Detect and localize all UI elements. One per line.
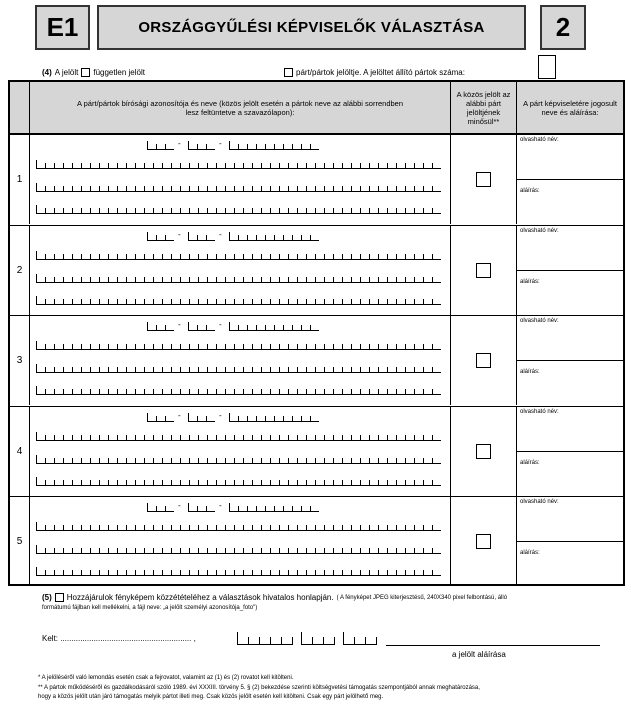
rep-signature-field[interactable]: aláírás: bbox=[520, 459, 540, 466]
common-candidate-cell bbox=[451, 135, 517, 224]
party-candidate-label: párt/pártok jelöltje. A jelöltet állító pártok száma: bbox=[296, 68, 465, 77]
representative-cell bbox=[517, 407, 623, 496]
rep-name-field[interactable]: olvasható név: bbox=[517, 407, 623, 452]
common-candidate-checkbox[interactable] bbox=[476, 263, 491, 278]
representative-cell bbox=[517, 497, 623, 586]
header-party: A párt/pártok bírósági azonosítója és neve (közös jelölt esetén a pártok neve az alábbi sorrendben lesz feltüntetve a szavazólapon): bbox=[30, 82, 451, 134]
row-number: 4 bbox=[10, 407, 30, 496]
section4-intro: A jelölt bbox=[54, 68, 79, 77]
section4-independent bbox=[42, 68, 145, 77]
rep-name-field[interactable]: olvasható név: bbox=[517, 316, 623, 361]
section4-number: (4) bbox=[42, 68, 52, 77]
id-separator: - bbox=[219, 139, 222, 148]
date-year-field[interactable] bbox=[237, 632, 293, 645]
common-candidate-cell bbox=[451, 497, 517, 586]
court-id-field-2[interactable] bbox=[188, 413, 215, 422]
header-representative: A párt képviseletére jogosult neve és aláírása: bbox=[517, 82, 623, 134]
photo-note-line1: ( A fényképet JPEG kiterjesztésű, 240X340 pixel felbontású, álló bbox=[336, 594, 508, 601]
footnote-3: hogy a közös jelölt után járó támogatás melyik pártot illeti meg. Csak közös jelölt esetén kell kitölteni. Csak egy párt jelölhető meg. bbox=[38, 694, 384, 700]
common-candidate-checkbox[interactable] bbox=[476, 534, 491, 549]
representative-cell bbox=[517, 226, 623, 315]
party-name-line-3[interactable] bbox=[36, 386, 441, 395]
party-id-cell bbox=[30, 497, 451, 586]
court-id-field-2[interactable] bbox=[188, 141, 215, 150]
rep-name-field[interactable]: olvasható név: bbox=[517, 226, 623, 271]
id-separator: - bbox=[219, 501, 222, 510]
row-number: 1 bbox=[10, 135, 30, 224]
rep-signature-field[interactable]: aláírás: bbox=[520, 278, 540, 285]
row-number: 5 bbox=[10, 497, 30, 586]
party-name-line-1[interactable] bbox=[36, 432, 441, 441]
rep-signature-field[interactable]: aláírás: bbox=[520, 550, 540, 556]
court-id-field-3[interactable] bbox=[229, 413, 319, 422]
common-candidate-cell bbox=[451, 407, 517, 496]
rep-signature-field[interactable]: aláírás: bbox=[520, 188, 540, 194]
court-id-field-1[interactable] bbox=[147, 232, 174, 241]
party-name-line-3[interactable] bbox=[36, 205, 441, 214]
row-number: 2 bbox=[10, 226, 30, 315]
id-separator: - bbox=[178, 501, 181, 510]
party-name-line-2[interactable] bbox=[36, 545, 441, 554]
party-name-line-2[interactable] bbox=[36, 183, 441, 192]
photo-consent-checkbox[interactable] bbox=[55, 593, 64, 602]
court-id-field-2[interactable] bbox=[188, 322, 215, 331]
common-candidate-checkbox[interactable] bbox=[476, 444, 491, 459]
table-row bbox=[10, 315, 623, 405]
party-count-field[interactable] bbox=[538, 55, 556, 79]
court-id-field-1[interactable] bbox=[147, 503, 174, 512]
party-id-cell bbox=[30, 316, 451, 405]
independent-checkbox[interactable] bbox=[81, 68, 90, 77]
common-candidate-checkbox[interactable] bbox=[476, 353, 491, 368]
row-number: 3 bbox=[10, 316, 30, 405]
kelt-label: Kelt: ........................................................... , bbox=[42, 634, 196, 643]
id-separator: - bbox=[178, 139, 181, 148]
table-row bbox=[10, 406, 623, 496]
candidate-signature-line[interactable] bbox=[386, 645, 600, 646]
representative-cell bbox=[517, 135, 623, 224]
party-name-line-1[interactable] bbox=[36, 251, 441, 260]
form-code: E1 bbox=[35, 5, 90, 50]
id-separator: - bbox=[219, 320, 222, 329]
court-id-field-3[interactable] bbox=[229, 232, 319, 241]
court-id-field-2[interactable] bbox=[188, 503, 215, 512]
id-separator: - bbox=[178, 320, 181, 329]
court-id-field-3[interactable] bbox=[229, 503, 319, 512]
party-id-cell bbox=[30, 407, 451, 496]
footnote-1: * A jelöléséről való lemondás esetén csak a fejrovatot, valamint az (1) és (2) rovatot kell kitölteni. bbox=[38, 675, 294, 681]
common-candidate-cell bbox=[451, 226, 517, 315]
page-number: 2 bbox=[540, 5, 586, 50]
table-row bbox=[10, 496, 623, 586]
photo-consent bbox=[42, 593, 507, 602]
common-candidate-checkbox[interactable] bbox=[476, 172, 491, 187]
header-common-candidate: A közös jelölt az alábbi párt jelöltjének minősül** bbox=[451, 82, 517, 134]
party-table bbox=[8, 80, 625, 586]
court-id-field-1[interactable] bbox=[147, 413, 174, 422]
id-separator: - bbox=[178, 410, 181, 420]
photo-note-line2: formátumú fájlban kell mellékelni, a fájl neve: „a jelölt személyi azonosítója_foto") bbox=[42, 605, 258, 611]
court-id-field-3[interactable] bbox=[229, 322, 319, 331]
table-row bbox=[10, 134, 623, 224]
section4-party bbox=[284, 68, 465, 77]
party-candidate-checkbox[interactable] bbox=[284, 68, 293, 77]
party-name-line-2[interactable] bbox=[36, 364, 441, 373]
party-name-line-2[interactable] bbox=[36, 274, 441, 283]
rep-name-field[interactable]: olvasható név: bbox=[517, 497, 623, 542]
header-number-cell bbox=[10, 82, 30, 134]
footnote-2: ** A pártok működéséről és gazdálkodásáról szóló 1989. évi XXXIII. törvény 5. § (2) bekezdése szerinti költségvetési támogatás szempontjából annak meghatározása, bbox=[38, 685, 480, 691]
date-day-field[interactable] bbox=[343, 632, 377, 645]
court-id-field-1[interactable] bbox=[147, 322, 174, 331]
representative-cell bbox=[517, 316, 623, 405]
form-title: ORSZÁGGYŰLÉSI KÉPVISELŐK VÁLASZTÁSA bbox=[97, 5, 526, 50]
party-name-line-3[interactable] bbox=[36, 567, 441, 576]
common-candidate-cell bbox=[451, 316, 517, 405]
court-id-field-3[interactable] bbox=[229, 141, 319, 150]
table-row bbox=[10, 225, 623, 315]
party-name-line-1[interactable] bbox=[36, 522, 441, 531]
party-id-cell bbox=[30, 135, 451, 224]
section5-number: (5) bbox=[42, 593, 52, 602]
independent-label: független jelölt bbox=[93, 68, 145, 77]
court-id-field-1[interactable] bbox=[147, 141, 174, 150]
rep-name-field[interactable]: olvasható név: bbox=[517, 135, 623, 180]
date-month-field[interactable] bbox=[301, 632, 335, 645]
party-id-cell bbox=[30, 226, 451, 315]
id-separator: - bbox=[219, 229, 222, 239]
party-name-line-3[interactable] bbox=[36, 477, 441, 486]
party-name-line-1[interactable] bbox=[36, 341, 441, 350]
id-separator: - bbox=[178, 229, 181, 239]
party-name-line-2[interactable] bbox=[36, 455, 441, 464]
party-name-line-1[interactable] bbox=[36, 160, 441, 169]
party-name-line-3[interactable] bbox=[36, 296, 441, 305]
rep-signature-field[interactable]: aláírás: bbox=[520, 369, 540, 375]
id-separator: - bbox=[219, 410, 222, 420]
court-id-field-2[interactable] bbox=[188, 232, 215, 241]
candidate-signature-label: a jelölt aláírása bbox=[452, 650, 506, 659]
photo-consent-label: Hozzájárulok fényképem közzétételéhez a választások hivatalos honlapján. bbox=[66, 593, 334, 602]
